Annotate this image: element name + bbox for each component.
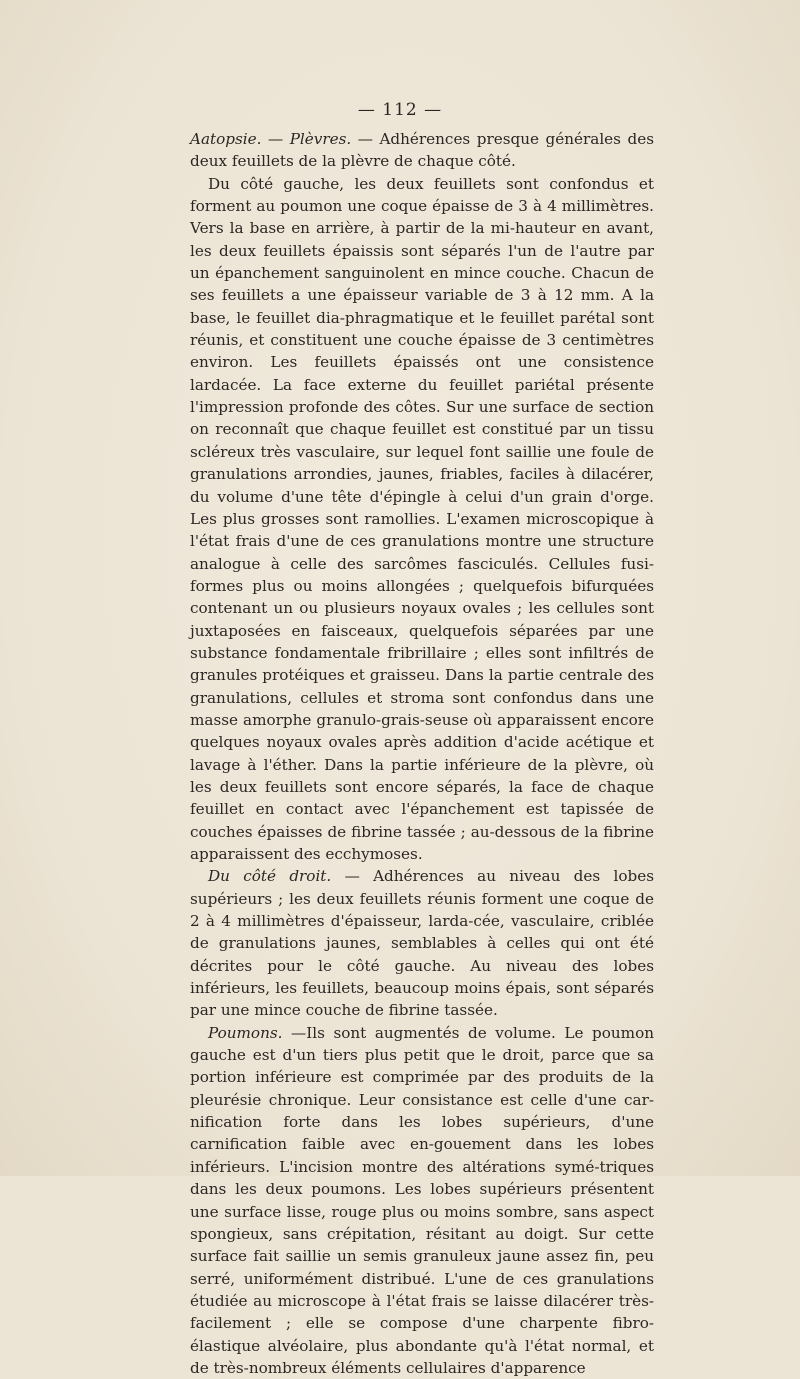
paragraph-poumons <box>190 1022 654 1379</box>
paragraph-text: Adhérences presque générales des deux feuillets de la plèvre de chaque côté. <box>190 130 654 171</box>
paragraph-text: — Adhérences au niveau des lobes supérieurs ; les deux feuillets réunis forment une coque de 2 à 4 millimètres d'épaisseur, larda-cée, vasculaire, criblée de granulations jaunes, semblables à celles qui ont été décrites pour le côté gauche. Au niveau des lobes inférieurs, les feuillets, beaucoup moins épais, sont séparés par une mince couche de fibrine tassée. <box>190 867 654 1020</box>
paragraph-text: Du côté gauche, les deux feuillets sont confondus et forment au poumon une coque épaisse de 3 à 4 millimètres. Vers la base en arrière, à partir de la mi-hauteur en avant, les deux feuillets épaissis sont séparés l'un de l'autre par un épanchement sanguinolent en mince couche. Chacun de ses feuillets a une épaisseur variable de 3 à 12 mm. A la base, le feuillet dia-phragmatique et le feuillet parétal sont réunis, et constituent une couche épaisse de 3 centimètres environ. Les feuillets épaissés ont une consistence lardacée. La face externe du feuillet pariétal présente l'impression profonde des côtes. Sur une surface de section on reconnaît que chaque feuillet est constitué par un tissu scléreux très vasculaire, sur lequel font saillie une foule de granulations arrondies, jaunes, friables, faciles à dilacérer, du volume d'une tête d'épingle à celui d'un grain d'orge. Les plus grosses sont ramollies. L'examen microscopique à l'état frais d'une de ces granulations montre une structure analogue à celle des sarcômes fasciculés. Cellules fusi-formes plus ou moins allongées ; quelquefois bifurquées contenant un ou plusieurs noyaux ovales ; les cellules sont juxtaposées en faisceaux, quelquefois séparées par une substance fondamentale fribrillaire ; elles sont infiltrés de granules protéiques et graisseu. Dans la partie centrale des granulations, cellules et stroma sont confondus dans une masse amorphe granulo-grais-seuse où apparaissent encore quelques noyaux ovales après addition d'acide acétique et lavage à l'éther. Dans la partie inférieure de la plèvre, où les deux feuillets sont encore séparés, la face de chaque feuillet en contact avec l'épanchement est tapissée de couches épaisses de fibrine tassée ; au-dessous de la fibrine apparaissent des ecchymoses. <box>190 174 654 863</box>
paragraph-lead: Aatopsie. — Plèvres. — <box>190 130 373 148</box>
paragraph-lead: Du côté droit. <box>208 867 332 886</box>
paragraph-lead: Poumons. <box>208 1023 283 1042</box>
paragraph-cote-gauche <box>190 173 654 866</box>
paragraph-cote-droit <box>190 865 654 1021</box>
paragraph-text: —Ils sont augmentés de volume. Le poumon gauche est d'un tiers plus petit que le droit, parce que sa portion inférieure est comprimée par des produits de la pleurésie chronique. Leur consistance est celle d'une car-nification forte dans les lobes supérieurs, d'une carnification faible avec en-gouement dans les lobes inférieurs. L'incision montre des altérations symé-triques dans les deux poumons. Les lobes supérieurs présentent une surface lisse, rouge plus ou moins sombre, sans aspect spongieux, sans crépitation, résitant au doigt. Sur cette surface fait saillie un semis granuleux jaune assez fin, peu serré, uniformément distribué. L'une de ces granulations étudiée au microscope à l'état frais se laisse dilacérer très-facilement ; elle se compose d'une charpente fibro-élastique alvéolaire, plus abondante qu'à l'état normal, et de très-nombreux éléments cellulaires d'apparence <box>190 1023 654 1377</box>
page-number: — 112 — <box>357 100 443 120</box>
body-text <box>190 128 654 1379</box>
paragraph-autopsie-plevres <box>190 128 654 173</box>
